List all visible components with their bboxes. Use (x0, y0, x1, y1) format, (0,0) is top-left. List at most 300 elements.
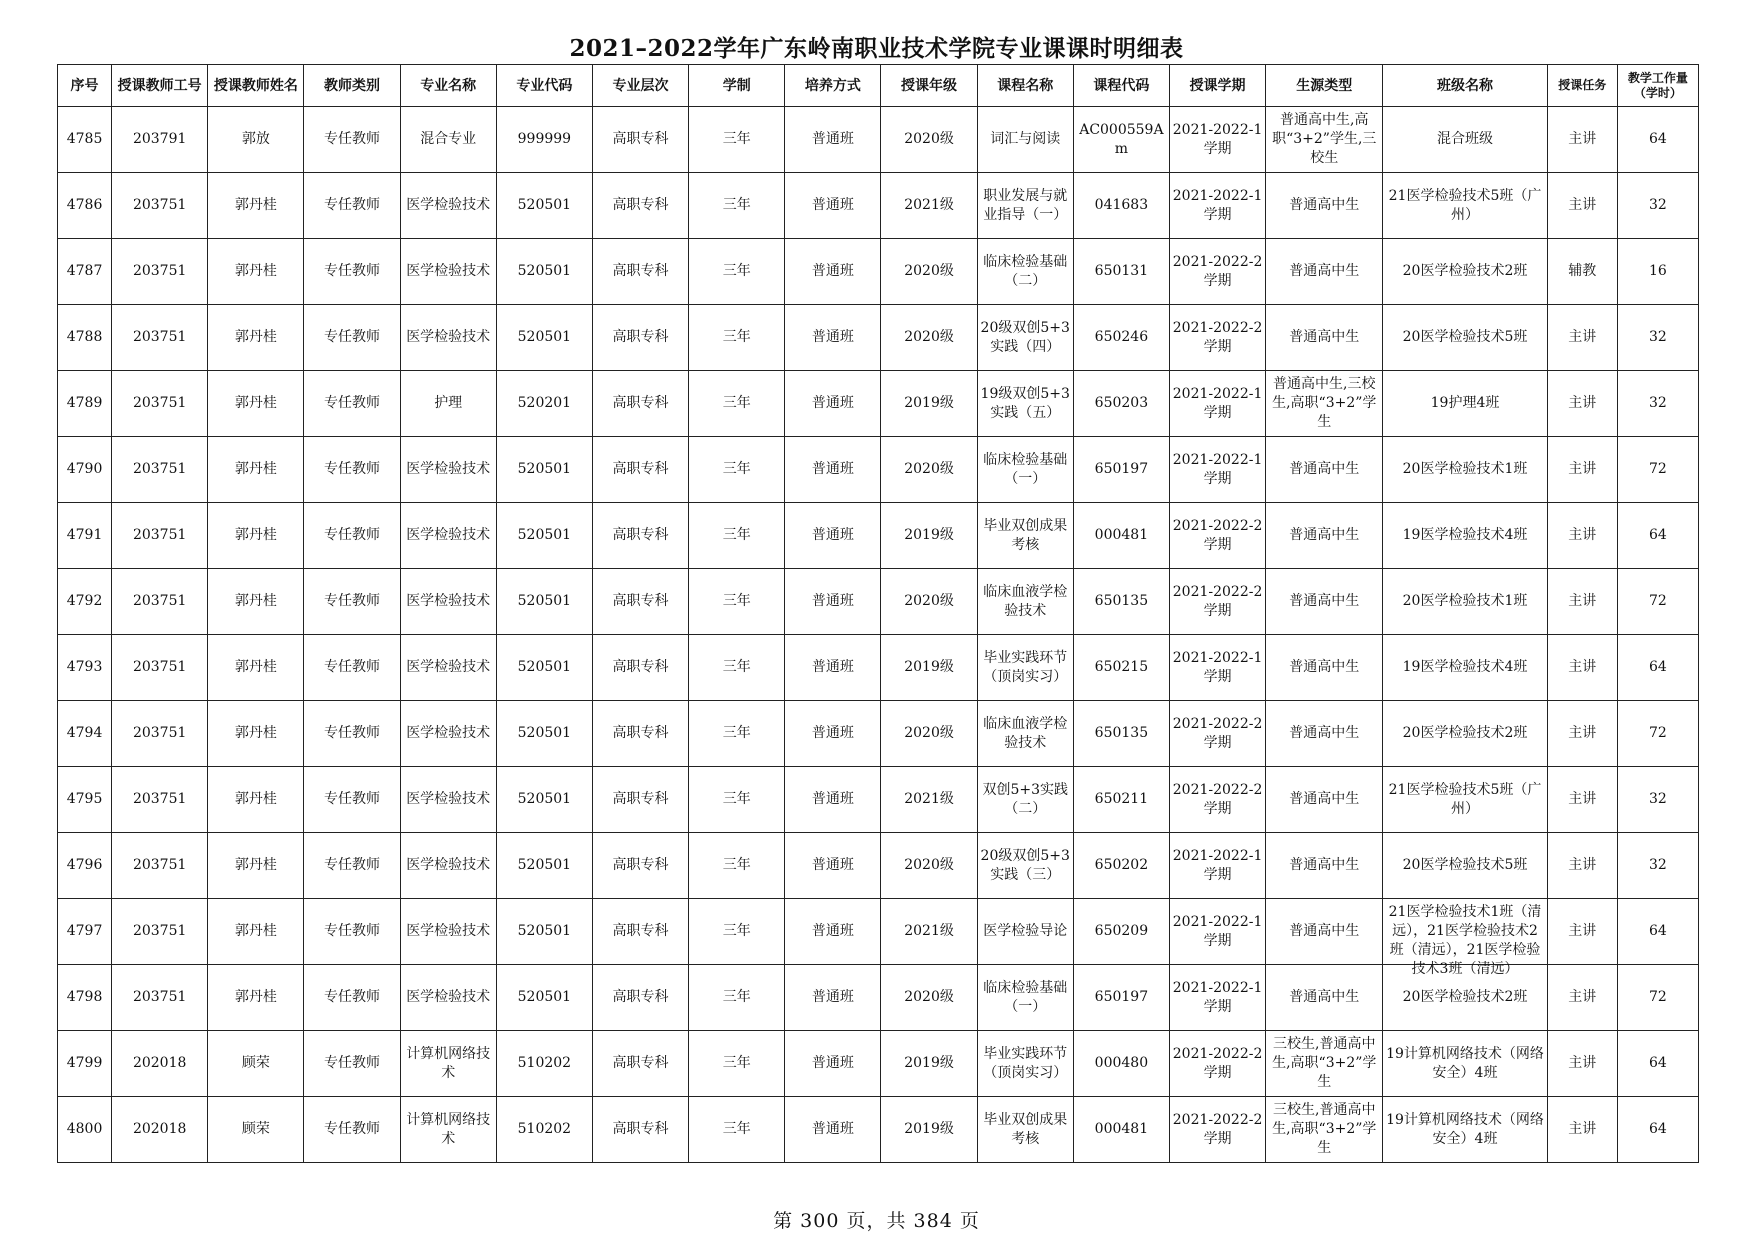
cell-text: 专任教师 (324, 857, 381, 873)
col-major-code-cell (496, 305, 592, 371)
col-workload-cell (1617, 899, 1698, 965)
cell-text: 2021-2022-1学期 (1172, 913, 1263, 949)
cell-text: 64 (1648, 527, 1667, 543)
cell-text: 高职专科 (612, 725, 669, 741)
cell-text: 21医学检验技术5班（广州） (1388, 187, 1542, 223)
cell-text: 520501 (517, 857, 572, 873)
col-teacher-name-header: 授课教师姓名 (208, 65, 304, 107)
col-workload-cell (1617, 965, 1698, 1031)
col-duration-cell (689, 173, 785, 239)
cell-text: 三年 (722, 857, 751, 873)
cell-text: 2019级 (904, 1055, 954, 1071)
col-student-source-cell (1266, 173, 1383, 239)
cell-text: 三年 (722, 725, 751, 741)
cell-text: 主讲 (1568, 1055, 1597, 1071)
cell-text: 高职专科 (612, 659, 669, 675)
col-teacher-id-cell (112, 965, 208, 1031)
cell-text: 普通高中生 (1289, 989, 1360, 1005)
cell-text: 医学检验技术 (406, 857, 491, 873)
cell-text: 203751 (132, 659, 187, 675)
cell-text: 三年 (722, 395, 751, 411)
cell-text: 72 (1648, 989, 1667, 1005)
cell-text: 20医学检验技术5班 (1402, 329, 1528, 345)
cell-text: 毕业实践环节（顶岗实习） (983, 649, 1068, 685)
col-duration-cell (689, 1097, 785, 1163)
cell-text: 20医学检验技术2班 (1402, 989, 1528, 1005)
cell-text: 4792 (66, 593, 103, 609)
col-teacher-name-cell (208, 965, 304, 1031)
cell-text: 医学检验导论 (983, 923, 1068, 939)
cell-text: 高职专科 (612, 791, 669, 807)
col-major-level-cell (592, 173, 688, 239)
cell-text: 普通班 (811, 1121, 854, 1137)
cell-text: 临床血液学检验技术 (983, 583, 1068, 619)
cell-text: 19护理4班 (1430, 395, 1500, 411)
col-teacher-id-cell (112, 239, 208, 305)
col-workload-cell (1617, 635, 1698, 701)
cell-text: 203751 (132, 593, 187, 609)
cell-text: 普通班 (811, 923, 854, 939)
col-teacher-id-cell (112, 437, 208, 503)
col-semester-cell (1169, 1097, 1265, 1163)
cell-text: 三年 (722, 461, 751, 477)
col-grade-cell (881, 767, 977, 833)
cell-text: 毕业双创成果考核 (983, 517, 1068, 553)
col-course-code-cell (1073, 173, 1169, 239)
col-task-cell (1547, 437, 1617, 503)
col-teacher-id-cell (112, 569, 208, 635)
cell-text: 4790 (66, 461, 103, 477)
cell-text: 4798 (66, 989, 103, 1005)
cell-text: 郭丹桂 (234, 263, 277, 279)
cell-text: 毕业实践环节（顶岗实习） (983, 1045, 1068, 1081)
cell-text: 4796 (66, 857, 103, 873)
table-row (58, 569, 1699, 635)
cell-text: 510202 (517, 1055, 572, 1071)
cell-text: 650135 (1094, 593, 1149, 609)
col-course-code-cell (1073, 965, 1169, 1031)
cell-text: 72 (1648, 593, 1667, 609)
col-major-name-cell (400, 767, 496, 833)
table-row (58, 305, 1699, 371)
col-teacher-name-cell (208, 371, 304, 437)
col-workload-cell (1617, 569, 1698, 635)
col-major-code-cell (496, 635, 592, 701)
cell-text: 203751 (132, 329, 187, 345)
cell-text: 650135 (1094, 725, 1149, 741)
cell-text: 520501 (517, 461, 572, 477)
cell-text: 计算机网络技术 (406, 1111, 491, 1147)
col-class-name-cell (1383, 635, 1547, 701)
cell-text: 郭放 (241, 131, 270, 147)
cell-text: 20医学检验技术5班 (1402, 857, 1528, 873)
cell-text: 4799 (66, 1055, 103, 1071)
col-semester-cell (1169, 173, 1265, 239)
col-teacher-id-header: 授课教师工号 (112, 65, 208, 107)
col-class-name-cell (1383, 239, 1547, 305)
cell-text: 19级双创5+3实践（五） (980, 385, 1070, 421)
cell-text: 郭丹桂 (234, 197, 277, 213)
cell-text: 普通班 (811, 659, 854, 675)
cell-text: 医学检验技术 (406, 659, 491, 675)
col-class-name-cell (1383, 173, 1547, 239)
col-course-code-header: 课程代码 (1073, 65, 1169, 107)
col-index-cell (58, 437, 112, 503)
col-major-code-cell (496, 1031, 592, 1097)
col-class-name-cell (1383, 899, 1547, 977)
col-index-cell (58, 701, 112, 767)
cell-text: 000480 (1094, 1055, 1149, 1071)
cell-text: 郭丹桂 (234, 461, 277, 477)
col-major-name-cell (400, 1031, 496, 1097)
col-workload-cell (1617, 767, 1698, 833)
cell-text: 普通班 (811, 461, 854, 477)
table-row (58, 701, 1699, 767)
col-teacher-id-cell (112, 767, 208, 833)
col-major-level-header: 专业层次 (592, 65, 688, 107)
col-major-name-cell (400, 1097, 496, 1163)
cell-text: 203751 (132, 791, 187, 807)
col-task-cell (1547, 767, 1617, 833)
cell-text: 4793 (66, 659, 103, 675)
cell-text: 主讲 (1568, 725, 1597, 741)
col-workload-cell (1617, 305, 1698, 371)
cell-text: 203751 (132, 857, 187, 873)
col-task-cell (1547, 1097, 1617, 1163)
col-course-name-cell (977, 305, 1073, 371)
cell-text: 2020级 (904, 989, 954, 1005)
col-workload-cell (1617, 239, 1698, 305)
col-major-name-cell (400, 437, 496, 503)
cell-text: 顾荣 (241, 1121, 270, 1137)
cell-text: 2021-2022-2学期 (1172, 253, 1263, 289)
col-major-name-cell (400, 107, 496, 173)
cell-text: 高职专科 (612, 989, 669, 1005)
col-class-name-cell (1383, 767, 1547, 833)
col-student-source-cell (1266, 1031, 1383, 1097)
cell-text: 普通班 (811, 131, 854, 147)
col-workload-cell (1617, 503, 1698, 569)
cell-text: 高职专科 (612, 461, 669, 477)
cell-text: 主讲 (1568, 923, 1597, 939)
cell-text: 三年 (722, 1121, 751, 1137)
cell-text: 专任教师 (324, 131, 381, 147)
col-index-cell (58, 371, 112, 437)
cell-text: 主讲 (1568, 461, 1597, 477)
cell-text: 普通班 (811, 989, 854, 1005)
col-grade-cell (881, 833, 977, 899)
col-teacher-name-cell (208, 1031, 304, 1097)
col-task-cell (1547, 701, 1617, 767)
cell-text: 650215 (1094, 659, 1149, 675)
col-course-name-cell (977, 173, 1073, 239)
col-teacher-id-cell (112, 371, 208, 437)
cell-text: 普通高中生 (1289, 659, 1360, 675)
cell-text: 郭丹桂 (234, 989, 277, 1005)
col-course-code-cell (1073, 437, 1169, 503)
col-index-cell (58, 239, 112, 305)
col-teacher-name-cell (208, 239, 304, 305)
cell-text: 000481 (1094, 527, 1149, 543)
cell-text: 64 (1648, 131, 1667, 147)
cell-text: 650209 (1094, 923, 1149, 939)
cell-text: 辅教 (1568, 263, 1597, 279)
cell-text: 专任教师 (324, 329, 381, 345)
table-row (58, 833, 1699, 899)
cell-text: 2019级 (904, 395, 954, 411)
cell-text: 普通高中生 (1289, 791, 1360, 807)
cell-text: 临床检验基础（一） (983, 451, 1068, 487)
cell-text: 三年 (722, 791, 751, 807)
cell-text: 203751 (132, 395, 187, 411)
cell-text: 19医学检验技术4班 (1402, 659, 1528, 675)
col-class-name-cell (1383, 1097, 1547, 1163)
col-grade-cell (881, 173, 977, 239)
col-index-header: 序号 (58, 65, 112, 107)
col-course-code-cell (1073, 371, 1169, 437)
cell-text: 专任教师 (324, 725, 381, 741)
col-task-cell (1547, 305, 1617, 371)
cell-text: 主讲 (1568, 1121, 1597, 1137)
table-row (58, 239, 1699, 305)
col-major-code-cell (496, 239, 592, 305)
cell-text: 词汇与阅读 (990, 131, 1061, 147)
col-course-code-cell (1073, 569, 1169, 635)
col-major-code-cell (496, 437, 592, 503)
cell-text: 4787 (66, 263, 103, 279)
col-grade-header: 授课年级 (881, 65, 977, 107)
col-duration-cell (689, 701, 785, 767)
col-workload-cell (1617, 107, 1698, 173)
col-major-level-cell (592, 965, 688, 1031)
cell-text: 双创5+3实践（二） (982, 781, 1068, 817)
table-row (58, 503, 1699, 569)
col-class-name-cell (1383, 1031, 1547, 1097)
cell-text: 临床检验基础（一） (983, 979, 1068, 1015)
cell-text: 4788 (66, 329, 103, 345)
cell-text: 三年 (722, 659, 751, 675)
cell-text: 520501 (517, 725, 572, 741)
col-duration-header: 学制 (689, 65, 785, 107)
cell-text: 三校生,普通高中生,高职“3+2”学生 (1272, 1036, 1377, 1090)
cell-text: 普通高中生 (1289, 461, 1360, 477)
col-course-code-cell (1073, 833, 1169, 899)
col-grade-cell (881, 107, 977, 173)
col-training-mode-cell (785, 305, 881, 371)
col-duration-cell (689, 239, 785, 305)
cell-text: 高职专科 (612, 395, 669, 411)
col-major-code-cell (496, 107, 592, 173)
cell-text: 2021-2022-2学期 (1172, 1045, 1263, 1081)
col-task-cell (1547, 1031, 1617, 1097)
cell-text: 203751 (132, 989, 187, 1005)
cell-text: 毕业双创成果考核 (983, 1111, 1068, 1147)
cell-text: 郭丹桂 (234, 857, 277, 873)
col-teacher-name-cell (208, 1097, 304, 1163)
col-course-name-cell (977, 1031, 1073, 1097)
col-index-cell (58, 569, 112, 635)
cell-text: 520201 (517, 395, 572, 411)
cell-text: 520501 (517, 329, 572, 345)
col-duration-cell (689, 833, 785, 899)
cell-text: 64 (1648, 659, 1667, 675)
col-training-mode-cell (785, 767, 881, 833)
cell-text: 520501 (517, 527, 572, 543)
cell-text: 郭丹桂 (234, 659, 277, 675)
col-task-header: 授课任务 (1547, 65, 1617, 107)
col-class-name-cell (1383, 701, 1547, 767)
col-semester-cell (1169, 437, 1265, 503)
col-major-level-cell (592, 701, 688, 767)
col-semester-cell (1169, 371, 1265, 437)
col-duration-cell (689, 371, 785, 437)
col-course-name-cell (977, 371, 1073, 437)
col-major-code-cell (496, 503, 592, 569)
col-class-name-cell (1383, 305, 1547, 371)
col-teacher-id-cell (112, 1097, 208, 1163)
col-course-name-cell (977, 569, 1073, 635)
cell-text: 2020级 (904, 329, 954, 345)
col-training-mode-cell (785, 635, 881, 701)
cell-text: 2021-2022-1学期 (1172, 385, 1263, 421)
col-training-mode-cell (785, 1097, 881, 1163)
cell-text: 主讲 (1568, 197, 1597, 213)
col-task-cell (1547, 173, 1617, 239)
cell-text: 650197 (1094, 461, 1149, 477)
cell-text: 普通高中生 (1289, 593, 1360, 609)
col-workload-cell (1617, 437, 1698, 503)
col-student-source-cell (1266, 833, 1383, 899)
cell-text: 64 (1648, 1055, 1667, 1071)
cell-text: 2021-2022-1学期 (1172, 187, 1263, 223)
cell-text: 21医学检验技术5班（广州） (1388, 781, 1542, 817)
col-task-cell (1547, 503, 1617, 569)
col-class-name-cell (1383, 437, 1547, 503)
col-major-name-cell (400, 305, 496, 371)
cell-text: 2021-2022-1学期 (1172, 649, 1263, 685)
col-student-source-cell (1266, 965, 1383, 1031)
col-student-source-cell (1266, 305, 1383, 371)
cell-text: 2019级 (904, 1121, 954, 1137)
col-duration-cell (689, 503, 785, 569)
cell-text: 72 (1648, 461, 1667, 477)
col-major-code-cell (496, 767, 592, 833)
col-semester-cell (1169, 965, 1265, 1031)
col-class-name-cell (1383, 569, 1547, 635)
col-course-name-cell (977, 107, 1073, 173)
col-course-code-cell (1073, 701, 1169, 767)
cell-text: 32 (1648, 791, 1667, 807)
col-training-mode-cell (785, 1031, 881, 1097)
cell-text: 203751 (132, 725, 187, 741)
col-major-code-header: 专业代码 (496, 65, 592, 107)
col-grade-cell (881, 371, 977, 437)
table-row (58, 767, 1699, 833)
col-grade-cell (881, 965, 977, 1031)
cell-text: 三年 (722, 131, 751, 147)
col-major-level-cell (592, 503, 688, 569)
col-grade-cell (881, 239, 977, 305)
cell-text: 2020级 (904, 725, 954, 741)
cell-text: 2021级 (904, 923, 954, 939)
cell-text: 21医学检验技术1班（清远），21医学检验技术2班（清远），21医学检验技术3班（清远） (1388, 904, 1542, 977)
col-teacher-type-header: 教师类别 (304, 65, 400, 107)
col-grade-cell (881, 635, 977, 701)
col-index-cell (58, 965, 112, 1031)
cell-text: 临床检验基础（二） (983, 253, 1068, 289)
cell-text: 普通班 (811, 857, 854, 873)
cell-text: 520501 (517, 593, 572, 609)
cell-text: 三年 (722, 1055, 751, 1071)
col-course-name-cell (977, 1097, 1073, 1163)
cell-text: 520501 (517, 923, 572, 939)
cell-text: 郭丹桂 (234, 725, 277, 741)
col-teacher-type-cell (304, 173, 400, 239)
cell-text: 2020级 (904, 593, 954, 609)
col-semester-cell (1169, 503, 1265, 569)
cell-text: 高职专科 (612, 263, 669, 279)
cell-text: 医学检验技术 (406, 725, 491, 741)
cell-text: 三年 (722, 593, 751, 609)
cell-text: 2021-2022-2学期 (1172, 1111, 1263, 1147)
col-teacher-type-cell (304, 899, 400, 965)
col-student-source-cell (1266, 899, 1383, 965)
cell-text: 4791 (66, 527, 103, 543)
col-course-code-cell (1073, 635, 1169, 701)
cell-text: 医学检验技术 (406, 461, 491, 477)
cell-text: 64 (1648, 923, 1667, 939)
cell-text: 32 (1648, 329, 1667, 345)
cell-text: 专任教师 (324, 461, 381, 477)
col-teacher-type-cell (304, 305, 400, 371)
col-duration-cell (689, 569, 785, 635)
table-body (58, 107, 1699, 1163)
cell-text: 2021级 (904, 791, 954, 807)
col-index-cell (58, 503, 112, 569)
cell-text: 高职专科 (612, 857, 669, 873)
col-course-name-cell (977, 239, 1073, 305)
col-teacher-name-cell (208, 437, 304, 503)
cell-text: 203751 (132, 197, 187, 213)
cell-text: 护理 (434, 395, 463, 411)
cell-text: 64 (1648, 1121, 1667, 1137)
col-course-code-cell (1073, 1097, 1169, 1163)
col-teacher-id-cell (112, 833, 208, 899)
cell-text: 4794 (66, 725, 103, 741)
col-student-source-cell (1266, 569, 1383, 635)
col-semester-cell (1169, 701, 1265, 767)
cell-text: 主讲 (1568, 329, 1597, 345)
col-course-name-cell (977, 437, 1073, 503)
cell-text: 主讲 (1568, 593, 1597, 609)
col-teacher-type-cell (304, 965, 400, 1031)
cell-text: 三年 (722, 527, 751, 543)
cell-text: 主讲 (1568, 791, 1597, 807)
col-training-mode-cell (785, 239, 881, 305)
cell-text: 普通高中生 (1289, 263, 1360, 279)
col-major-name-cell (400, 503, 496, 569)
cell-text: 专任教师 (324, 989, 381, 1005)
col-major-name-cell (400, 965, 496, 1031)
col-course-name-cell (977, 635, 1073, 701)
col-teacher-name-cell (208, 503, 304, 569)
col-course-name-cell (977, 833, 1073, 899)
col-grade-cell (881, 437, 977, 503)
col-teacher-name-cell (208, 701, 304, 767)
col-teacher-id-cell (112, 173, 208, 239)
cell-text: 普通高中生 (1289, 527, 1360, 543)
col-task-cell (1547, 569, 1617, 635)
